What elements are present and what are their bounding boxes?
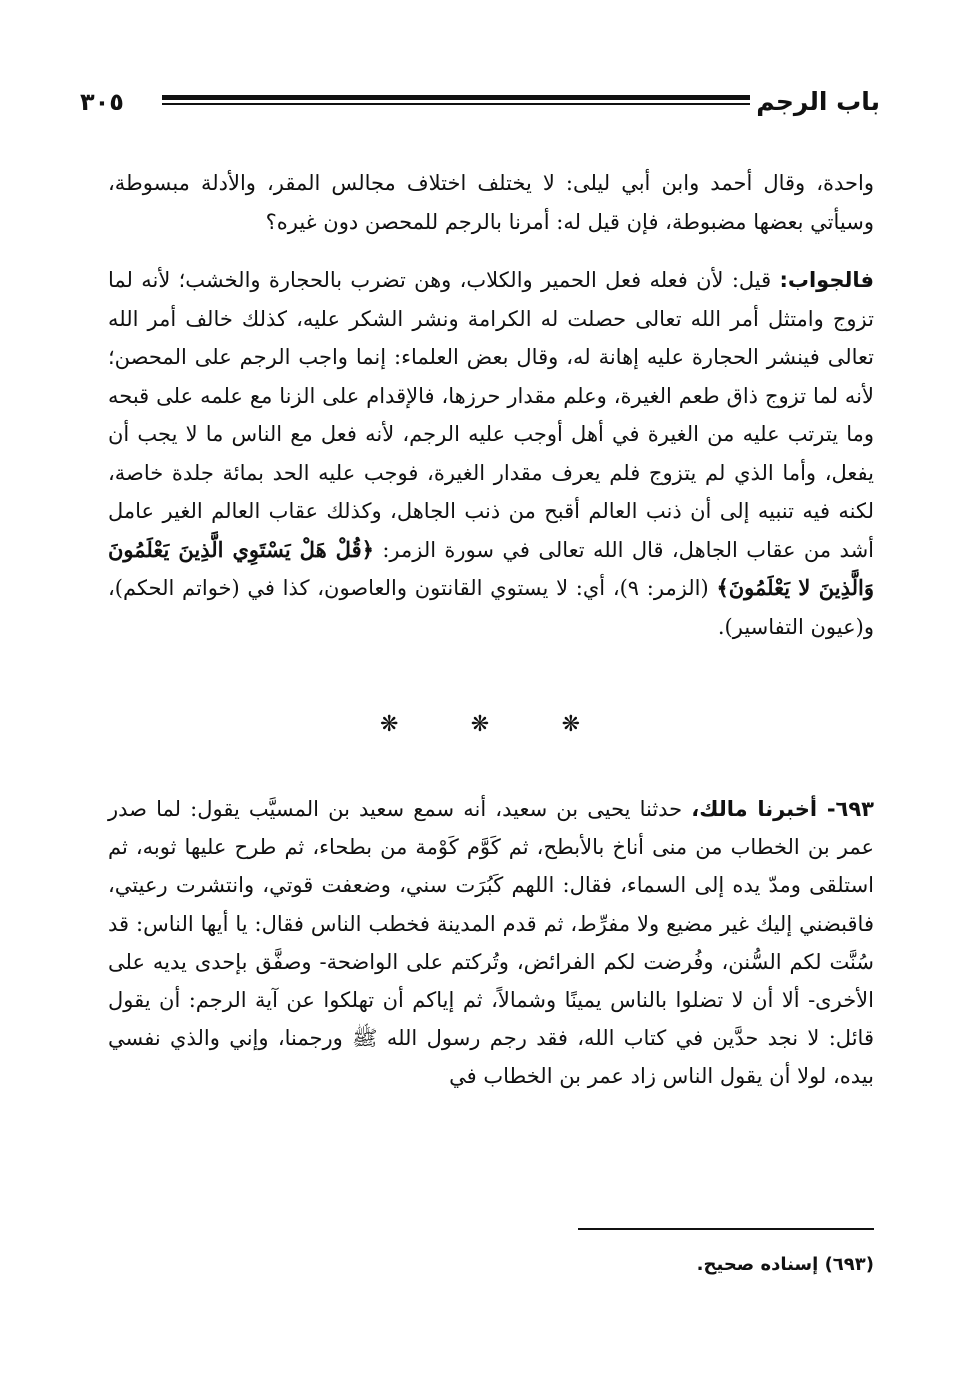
hadith-body: حدثنا يحيى بن سعيد، أنه سمع سعيد بن المسيَّب يقول: لما صدر عمر بن الخطاب من منى أناخ بالأبطح، ثم كَوَّم كَوْمة من بطحاء، ثم طرح عليها ثوبه، ثم استلقى ومدّ يده إلى السماء، فقال: اللهم كَبُرَت سني، وضعفت قوتي، وانتشرت رعيتي، فاقبضني إليك غير مضيع ولا مفرِّط، ثم قدم المدينة فخطب الناس فقال: يا أيها الناس: قد سُنَّت لكم السُّنن، وفُرضت لكم الفرائض، وتُركتم على الواضحة- وصفَّق بإحدى يديه على الأخرى- ألا أن لا تضلوا بالناس يمينًا وشمالاً، ثم إياكم أن تهلكوا عن آية الرجم: أن يقول قائل: لا نجد حدَّين في كتاب الله، فقد رجم رسول الله ﷺ ورجمنا، وإني والذي نفسي بيده، لولا أن يقول الناس زاد عمر بن الخطاب في <box>108 797 874 1089</box>
paragraph-answer <box>108 261 874 646</box>
star-icon: ❋ <box>380 712 399 737</box>
footnote: (٦٩٣) إسناده صحيح. <box>696 1254 874 1275</box>
header-rule <box>162 95 750 105</box>
answer-text-part2: (الزمر: ٩)، أي: لا يستوي القانتون والعاصون، كذا في (خواتم الحكم)، و(عيون التفاسير). <box>108 576 874 639</box>
quran-verse: ﴿قُلْ هَلْ يَسْتَوِي الَّذِينَ يَعْلَمُونَ وَالَّذِينَ لا يَعْلَمُونَ﴾ <box>108 536 874 600</box>
page-number: ٣٠٥ <box>80 88 124 116</box>
hadith-lead: ٦٩٣- أخبرنا مالك، <box>691 797 874 821</box>
hadith-text <box>108 790 874 1096</box>
answer-lead: فالجواب: <box>779 268 874 292</box>
hadith-693 <box>108 790 874 1096</box>
chapter-title: باب الرجم <box>756 87 880 116</box>
answer-text-part1: قيل: لأن فعله فعل الحمير والكلاب، وهن تضرب بالحجارة والخشب؛ لأنه لما تزوج وامتثل أمر الله تعالى حصلت له الكرامة ونشر الشكر عليه، كذلك خالف أمر الله تعالى فينشر الحجارة عليه إهانة له، وقال بعض العلماء: إنما واجب الرجم على المحصن؛ لأنه لما تزوج ذاق طعم الغيرة، وعلم مقدار حرزها، فالإقدام على الزنا مع علمه على قبحه وما يترتب عليه من الغيرة في أهل أوجب عليه الرجم، لأنه فعل مع الناس ما لا يجب أن يفعل، وأما الذي لم يتزوج فلم يعرف مقدار الغيرة، فوجب عليه الحد بمائة جلدة خاصة، لكنه فيه تنبيه إلى أن ذنب العالم أقبح من ذنب الجاهل، وكذلك عقاب العالم الغير عامل أشد من عقاب الجاهل، قال الله تعالى في سورة الزمر: <box>108 268 874 562</box>
star-icon: ❋ <box>470 712 490 737</box>
paragraph-continuation <box>108 164 874 241</box>
page-header <box>80 84 880 124</box>
section-separator <box>380 710 580 740</box>
paragraph-answer-text <box>108 261 874 646</box>
paragraph-text: واحدة، وقال أحمد وابن أبي ليلى: لا يختلف اختلاف مجالس المقر، والأدلة مبسوطة، وسيأتي بعضها مضبوطة، فإن قيل له: أمرنا بالرجم للمحصن دون غيره؟ <box>108 171 874 234</box>
footnote-rule <box>578 1228 874 1230</box>
star-icon: ❋ <box>561 712 580 737</box>
